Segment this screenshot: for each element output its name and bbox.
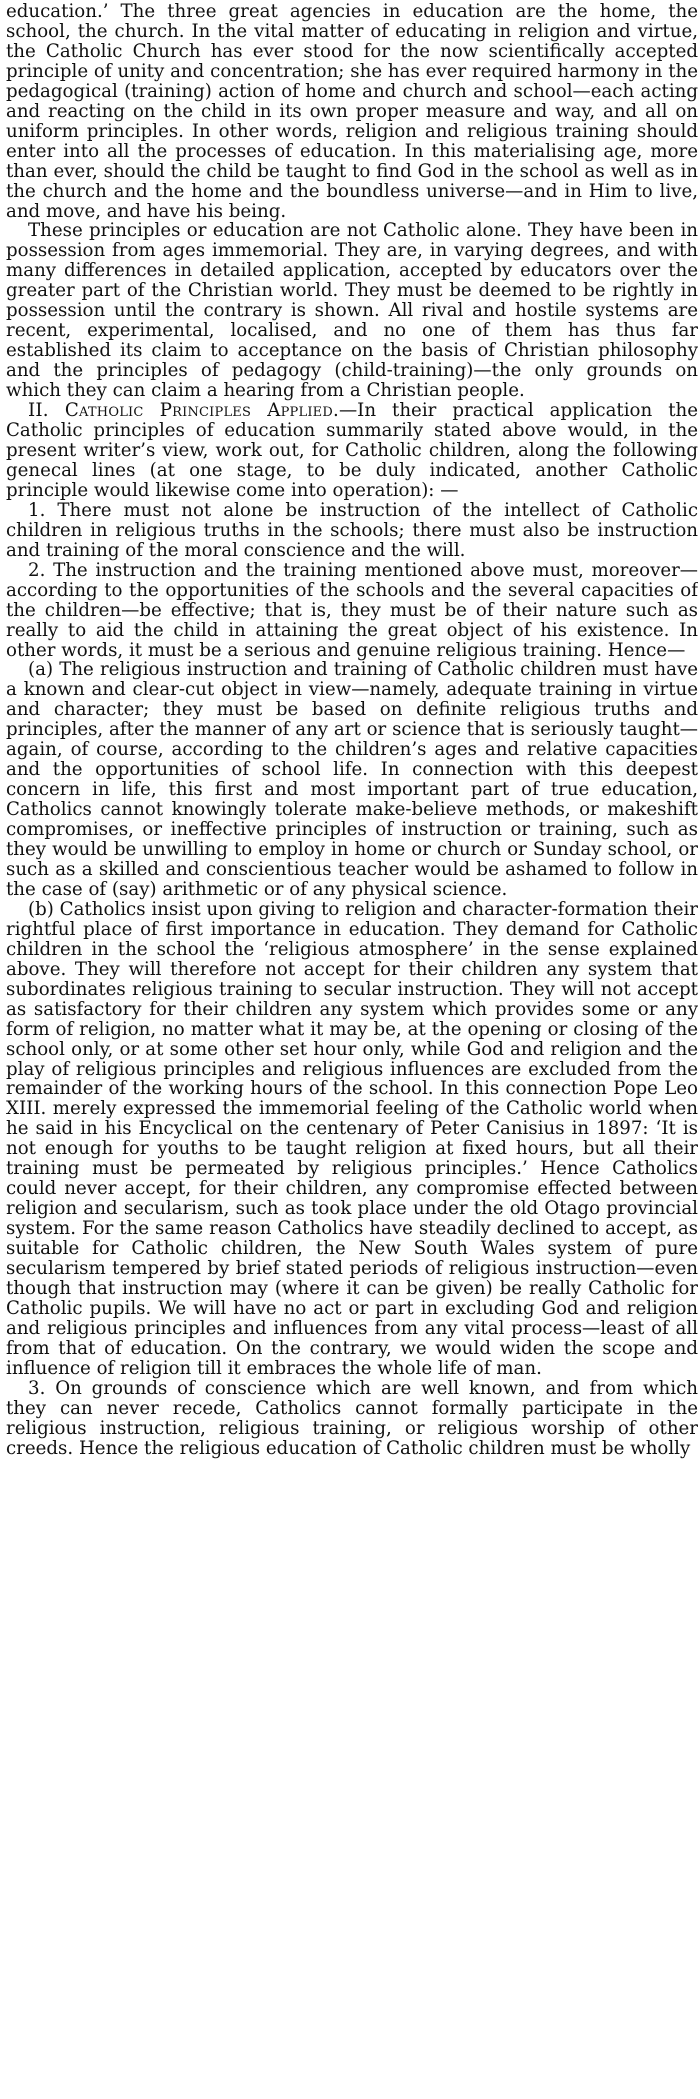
paragraph-2: These principles or education are not Catholic alone. They have been in possession from ages immemorial. They are, in varying degrees, and with many differences in detailed application, accepted by educators over the greater part of the Christian world. They must be deemed to be rightly in possession until the contrary is shown. All rival and hostile systems are recent, experimental, localised, and no one of them has thus far established its claim to acceptance on the basis of Christian philosophy and the principles of pedagogy (child-training)—the only grounds on which they can claim a hearing from a Christian people.: [6, 220, 698, 402]
paragraph-1: education.’ The three great agencies in education are the home, the school, the church. In the vital matter of educating in religion and virtue, the Catholic Church has ever stood for the now scientifically accepted principle of unity and concentration; she has ever required harmony in the pedagogical (training) action of home and church and school—each acting and reacting on the child in its own proper measure and way, and all on uniform principles. In other words, religion and religious training should enter into all the processes of education. In this materialising age, more than ever, should the child be taught to find God in the school as well as in the church and the home and the boundless universe—and in Him to live, and move, and have his being.: [6, 2, 698, 222]
section-paragraph-text: —In their practical application the Catholic principles of education summarily stated above would, in the present writer’s view, work out, for Catholic children, along the following genecal lines (at one stage, to be duly indicated, another Catholic principle would likewise come into operation): —: [6, 400, 698, 501]
paragraph-4: 1. There must not alone be instruction of the intellect of Catholic children in religious truths in the schools; there must also be instruction and training of the moral conscience and the will.: [6, 499, 698, 561]
article-column: [6, 2, 698, 2096]
paragraph-3: [6, 401, 698, 501]
section-heading: II. Catholic Principles Applied.: [28, 400, 339, 422]
paragraph-5: 2. The instruction and the training mentioned above must, moreover—according to the opportunities of the schools and the several capacities of the children—be effective; that is, they must be of their nature such as really to aid the child in attaining the great object of his existence. In other words, it must be a serious and genuine religious training. Hence—: [6, 559, 698, 661]
paragraph-6: (a) The religious instruction and training of Catholic children must have a known and clear-cut object in view—namely, adequate training in virtue and character; they must be based on definite religious truths and principles, after the manner of any art or science that is seriously taught—again, of course, according to the children’s ages and relative capacities and the opportunities of school life. In connection with this deepest concern in life, this first and most important part of true education, Catholics cannot knowingly tolerate make-believe methods, or makeshift compromises, or ineffective principles of instruction or training, such as they would be unwilling to employ in home or church or Sunday school, or such as a skilled and conscientious teacher would be ashamed to follow in the case of (say) arithmetic or of any physical science.: [6, 659, 698, 900]
paragraph-7: (b) Catholics insist upon giving to religion and character-formation their rightful place of first importance in education. They demand for Catholic children in the school the ‘religious atmosphere’ in the sense explained above. They will therefore not accept for their children any system that subordinates religious training to secular instruction. They will not accept as satisfactory for their children any system which provides some or any form of religion, no matter what it may be, at the opening or closing of the school only, or at some other set hour only, while God and religion and the play of religious principles and religious influences are excluded from the remainder of the working hours of the school. In this connection Pope Leo XIII. merely expressed the immemorial feeling of the Catholic world when he said in his Encyclical on the centenary of Peter Canisius in 1897: ‘It is not enough for youths to be taught religion at fixed hours, but all their training must be permeated by religious principles.’ Hence Catholics could never accept, for their children, any compromise effected between religion and secularism, such as took place under the old Otago provincial system. For the same reason Catholics have steadily declined to accept, as suitable for Catholic children, the New South Wales system of pure secularism tempered by brief stated periods of religious instruction—even though that instruction may (where it can be given) be really Catholic for Catholic pupils. We will have no act or part in excluding God and religion and religious principles and influences from any vital process—least of all from that of education. On the contrary, we would widen the scope and influence of religion till it embraces the whole life of man.: [6, 898, 698, 1379]
paragraph-8: 3. On grounds of conscience which are well known, and from which they can never recede, Catholics cannot formally participate in the religious instruction, religious training, or religious worship of other creeds. Hence the religious education of Catholic children must be wholly: [6, 1377, 698, 1459]
